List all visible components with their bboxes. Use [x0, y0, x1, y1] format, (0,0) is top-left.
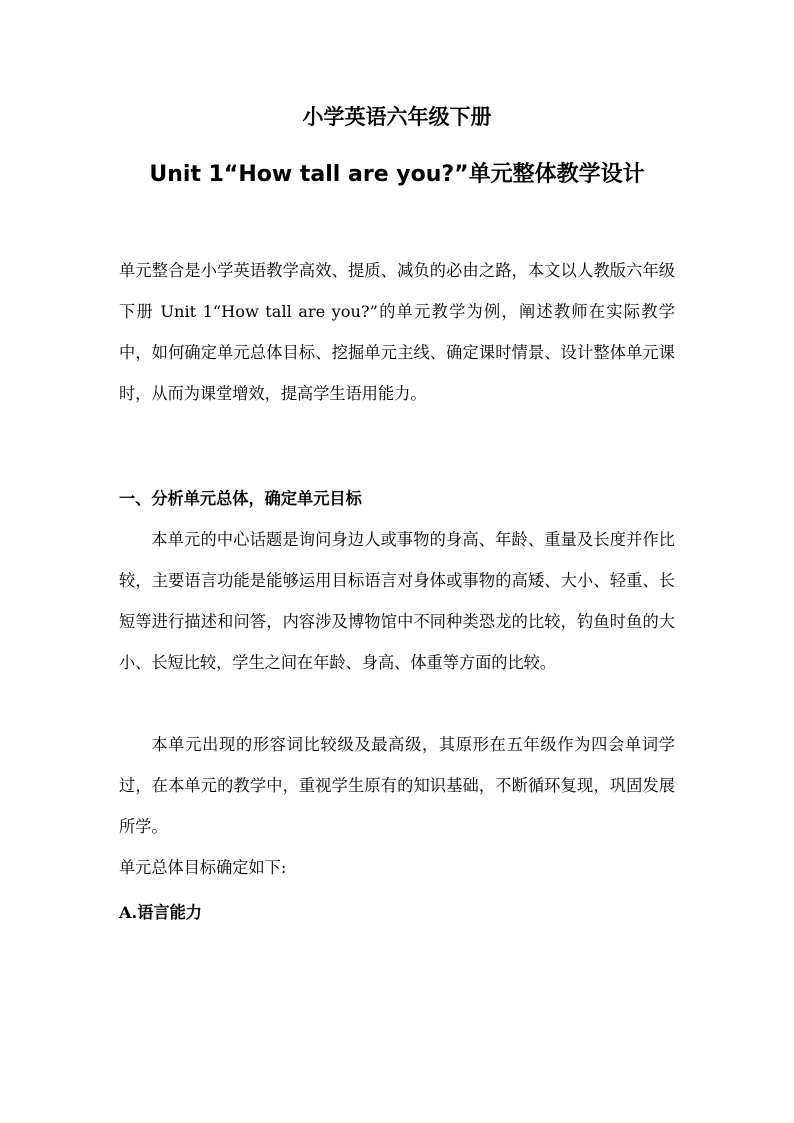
section-1-heading: 一、分析单元总体，确定单元目标	[119, 489, 362, 508]
intro-paragraph: 单元整合是小学英语教学高效、提质、减负的必由之路，本文以人教版六年级下册 Unit 1“How tall are you?”的单元教学为例，阐述教师在实际教学中，如何确定单元总体目标、挖掘单元主线、确定课时情景、设计整体单元课时，从而为课堂增效，提高学生语用能力。	[119, 261, 675, 403]
document-title-line-1: 小学英语六年级下册	[302, 105, 492, 129]
goals-intro-line: 单元总体目标确定如下:	[119, 858, 287, 877]
section-1-paragraph-1: 本单元的中心话题是询问身边人或事物的身高、年龄、重量及长度并作比较，主要语言功能是能够运用目标语言对身体或事物的高矮、大小、轻重、长短等进行描述和问答，内容涉及博物馆中不同种类恐龙的比较，钓鱼时鱼的大小、长短比较，学生之间在年龄、身高、体重等方面的比较。	[119, 530, 675, 672]
document-title-line-2: Unit 1“How tall are you?”单元整体教学设计	[149, 162, 645, 187]
section-1-paragraph-2: 本单元出现的形容词比较级及最高级，其原形在五年级作为四会单词学过，在本单元的教学中，重视学生原有的知识基础，不断循环复现，巩固发展所学。	[119, 735, 675, 836]
goal-a-heading: A.语言能力	[119, 903, 202, 922]
